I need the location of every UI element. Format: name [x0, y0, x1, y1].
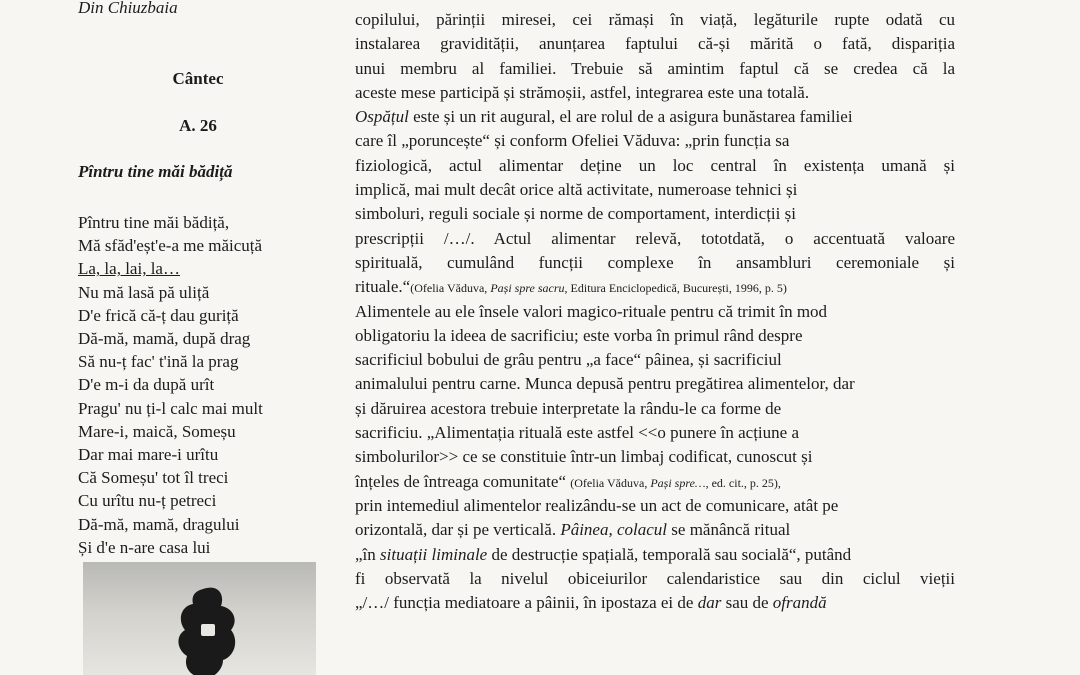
verse-line: Mare-i, maică, Someșu — [78, 421, 236, 441]
citation-title: Pași spre… — [650, 475, 706, 490]
text-line: sacrificiu. „Alimentația rituală este astfel <<o punere în acțiune a — [355, 423, 799, 443]
text-line: prin intemediul alimentelor realizându-se un act de comunicare, atât pe — [355, 495, 839, 515]
text-line: care îl „poruncește“ și conform Ofeliei Văduva: „prin funcția sa — [355, 131, 790, 151]
text-line: Alimentele au ele însele valori magico-rituale pentru că trimit în mod — [355, 301, 828, 321]
text-line — [355, 518, 955, 542]
verse-line: Mă sfăd'eșt'e-a me măicuță — [78, 236, 263, 256]
song-title: Pîntru tine măi bădiță — [78, 162, 233, 181]
text-run: se mănâncă ritual — [667, 520, 791, 540]
text-line: sacrificiul bobului de grâu pentru „a face“ pâinea, și sacrificiul — [355, 350, 782, 370]
verse-line: Nu mă lasă pă uliță — [78, 282, 210, 302]
text-run: este și un rit augural, el are rolul de a asigura bunăstarea familiei — [408, 107, 853, 127]
text-run: orizontală, dar și pe verticală. — [355, 520, 561, 540]
emphasis: Pâinea, colacul — [560, 520, 668, 540]
citation-text: (Ofelia Văduva, — [410, 281, 491, 296]
text-line: implică, mai mult decât orice altă activitate, numeroase tehnici și — [355, 180, 798, 200]
text-line — [355, 105, 955, 129]
verse-line: Dar mai mare-i urîtu — [78, 445, 219, 465]
citation — [410, 281, 787, 295]
text-line: aceste mese participă și strămoșii, astfel, integrarea este una totală. — [355, 82, 810, 102]
verse-line: Dă-mă, mamă, după drag — [78, 329, 251, 349]
song-source: Din Chiuzbaia — [78, 0, 178, 17]
text-line — [355, 470, 955, 494]
emphasis: situații liminale — [380, 544, 488, 564]
emphasis: dar — [697, 593, 722, 613]
emphasis: Ospățul — [355, 107, 409, 127]
text-line — [355, 591, 955, 615]
song-heading: Cântec — [172, 69, 224, 88]
essay-column — [355, 8, 955, 615]
citation-text: (Ofelia Văduva, — [570, 475, 651, 490]
text-line: prescripții /…/. Actul alimentar relevă, tototdată, o accentuată valoare — [355, 228, 955, 248]
ritual-bread-photo — [83, 562, 316, 675]
ritual-bread-figure — [173, 584, 243, 675]
citation-text: , ed. cit., p. 25), — [705, 475, 781, 490]
verse-line: D'e frică că-ț dau guriță — [78, 305, 239, 325]
citation-text: , Editura Enciclopedică, București, 1996, p. 5) — [564, 281, 787, 296]
verse-refrain: La, la, lai, la… — [78, 259, 180, 279]
verse-line: Cu urîtu nu-ț petreci — [78, 491, 217, 511]
verse-line: Dă-mă, mamă, dragului — [78, 514, 240, 534]
text-line: obligatoriu la ideea de sacrificiu; este vorba în primul rând despre — [355, 325, 803, 345]
text-line — [355, 543, 955, 567]
text-run: înțeles de întreaga comunitate“ — [355, 471, 571, 491]
text-line: animalului pentru carne. Munca depusă pentru pregătirea alimentelor, dar — [355, 374, 855, 394]
text-line: fiziologică, actul alimentar deține un loc central în existența umană și — [355, 155, 955, 175]
verse-line: Pîntru tine măi bădiță, — [78, 213, 230, 232]
text-run: „în — [355, 544, 381, 564]
verse-line: Pragu' nu ți-l calc mai mult — [78, 398, 263, 418]
text-line: spirituală, cumulând funcții complexe în ansambluri ceremoniale și — [355, 252, 955, 272]
citation-title: Pași spre sacru — [490, 281, 565, 296]
text-run: sau de — [721, 593, 773, 613]
text-line: simboluri, reguli sociale și norme de comportament, interdicții și — [355, 204, 796, 224]
citation — [570, 476, 781, 490]
text-line: unui membru al familiei. Trebuie să amintim faptul că se credea că la — [355, 58, 955, 78]
verse-line: Și d'e n-are casa lui — [78, 537, 211, 557]
text-run: „/…/ funcția mediatoare a pâinii, în ipostaza ei de — [355, 593, 698, 613]
text-line: și dăruirea acestora trebuie interpretate la rându-le ca forme de — [355, 398, 782, 418]
text-line: simbolurilor>> ce se constituie într-un limbaj codificat, cunoscut și — [355, 447, 813, 467]
verse-line: Că Someșu' tot îl treci — [78, 468, 229, 488]
emphasis: ofrandă — [772, 593, 827, 613]
text-run: de destrucție spațială, temporală sau socială“, putând — [487, 544, 852, 564]
text-run: rituale.“ — [355, 277, 411, 297]
verse-line: D'e m-i da după urît — [78, 375, 215, 395]
verse-line: Să nu-ț fac' t'ină la prag — [78, 352, 239, 372]
text-line: fi observată la nivelul obiceiurilor calendaristice sau din ciclul vieții — [355, 568, 955, 588]
text-line: copilului, părinții miresei, cei rămași în viață, legăturile rupte odată cu — [355, 10, 955, 29]
song-verses — [78, 211, 263, 559]
text-line: instalarea gravidității, anunțarea faptului că-și mărită o fată, dispariția — [355, 34, 955, 54]
song-code: A. 26 — [179, 116, 217, 135]
text-line — [355, 275, 955, 299]
